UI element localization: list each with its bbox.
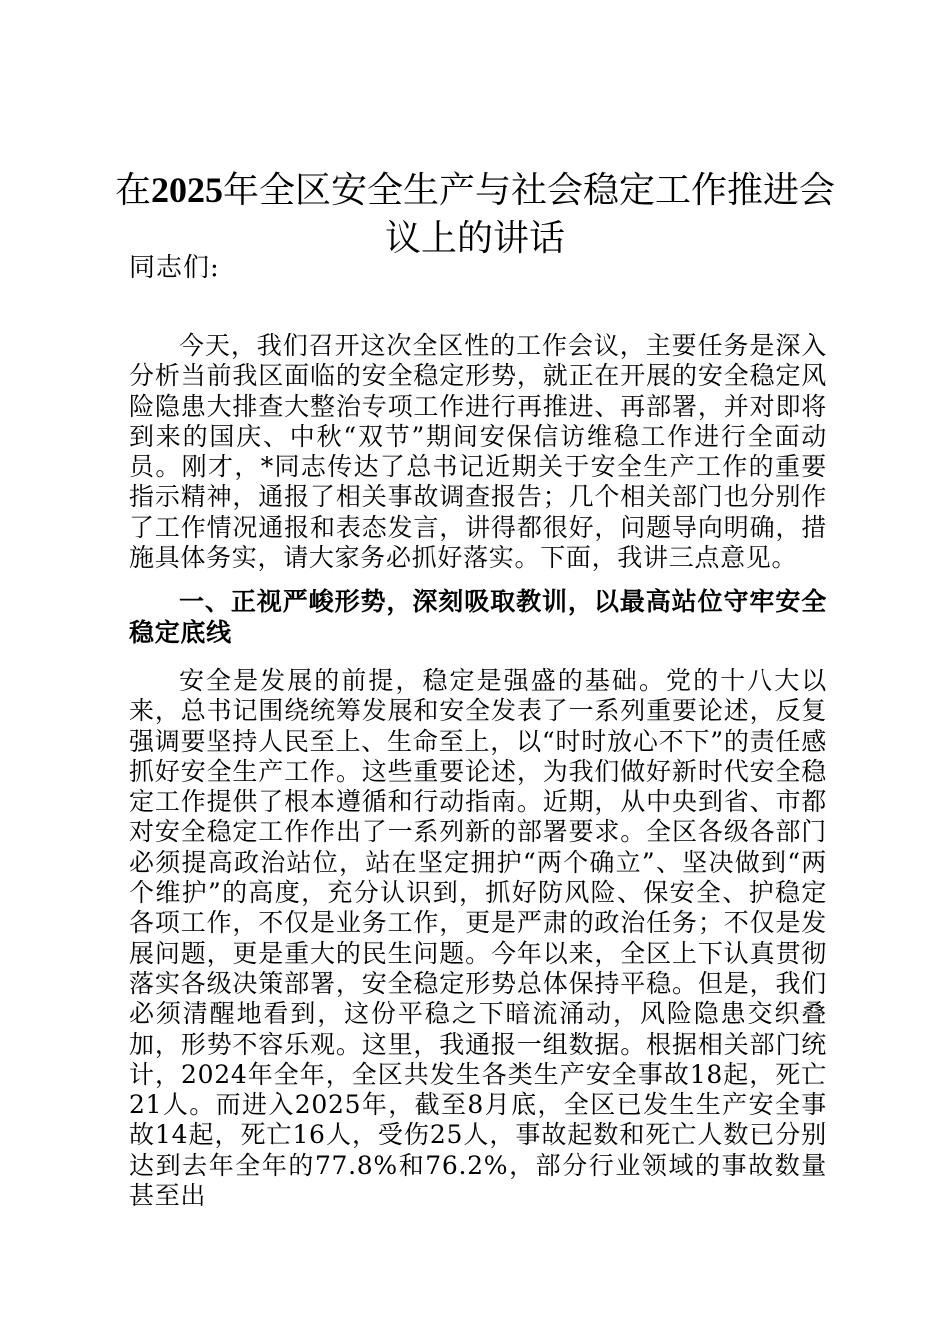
document-title [100, 166, 850, 263]
salutation: 同志们: [129, 253, 220, 283]
title-year: 2025 [151, 170, 223, 210]
body-paragraph-1: 今天，我们召开这次全区性的工作会议，主要任务是深入分析当前我区面临的安全稳定形势，就正在开展的安全稳定风险隐患大排查大整治专项工作进行再推进、再部署，并对即将到来的国庆、中秋“双节”期间安保信访维稳工作进行全面动员。刚才，*同志传达了总书记近期关于安全生产工作的重要指示精神，通报了相关事故调查报告；几个相关部门也分别作了工作情况通报和表态发言，讲得都很好，问题导向明确，措施具体务实，请大家务必抓好落实。下面，我讲三点意见。 [129, 331, 827, 573]
title-prefix: 在 [114, 170, 151, 211]
body-paragraph-2: 安全是发展的前提，稳定是强盛的基础。党的十八大以来，总书记围绕统筹发展和安全发表了一系列重要论述，反复强调要坚持人民至上、生命至上，以“时时放心不下”的责任感抓好安全生产工作。这些重要论述，为我们做好新时代安全稳定工作提供了根本遵循和行动指南。近期，从中央到省、市都对安全稳定工作作出了一系列新的部署要求。全区各级各部门必须提高政治站位，站在坚定拥护“两个确立”、坚决做到“两个维护”的高度，充分认识到，抓好防风险、保安全、护稳定各项工作，不仅是业务工作，更是严肃的政治任务；不仅是发展问题，更是重大的民生问题。今年以来，全区上下认真贯彻落实各级决策部署，安全稳定形势总体保持平稳。但是，我们必须清醒地看到，这份平稳之下暗流涌动，风险隐患交织叠加，形势不容乐观。这里，我通报一组数据。根据相关部门统计，2024年全年，全区共发生各类生产安全事故18起，死亡21人。而进入2025年，截至8月底，全区已发生生产安全事故14起，死亡16人，受伤25人，事故起数和死亡人数已分别达到去年全年的77.8%和76.2%，部分行业领域的事故数量甚至出 [129, 666, 827, 1211]
section-heading-1: 一、正视严峻形势，深刻吸取教训，以最高站位守牢安全稳定底线 [129, 587, 827, 647]
title-suffix: 年全区安全生产与社会稳定工作推进会议上的讲话 [223, 170, 836, 259]
